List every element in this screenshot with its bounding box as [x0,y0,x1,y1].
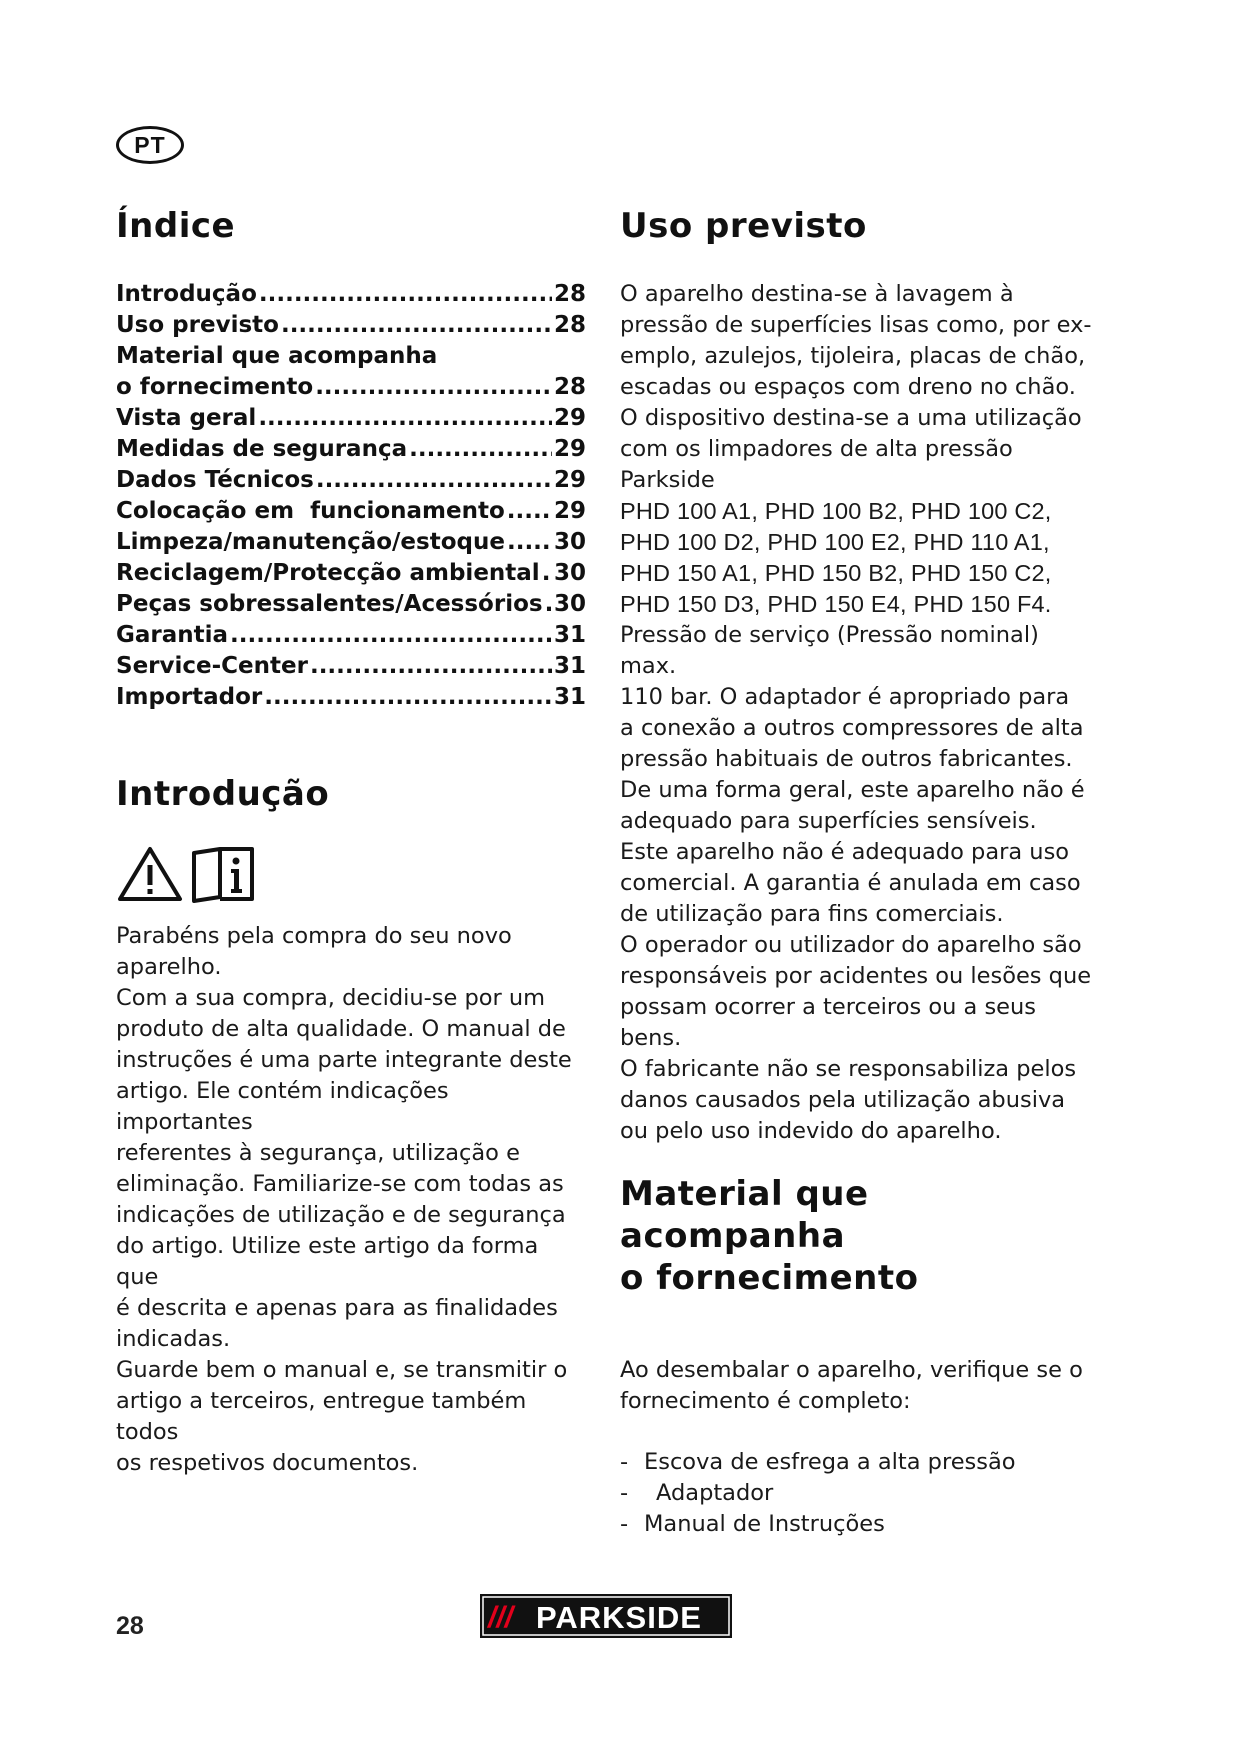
toc-item-page: 31 [553,684,586,710]
toc-item-title: Garantia [116,622,229,648]
toc-item[interactable] [116,527,586,558]
scope-title-line: o fornecimento [620,1258,919,1298]
list-item [620,1509,1100,1540]
intended-use-line: Este aparelho não é adequado para uso [620,839,1070,865]
list-item-text: Escova de esfrega a alta pressão [644,1449,1016,1475]
toc-leader [315,372,552,403]
toc-item-page: 31 [553,622,586,648]
toc-item[interactable] [116,651,586,682]
intro-text [116,921,586,1479]
intro-line: aparelho. [116,954,222,980]
scope-intro-line: Ao desembalar o aparelho, verifique se o [620,1357,1083,1383]
language-badge [116,126,184,164]
toc-item-title: Uso previsto [116,312,279,338]
toc-leader [507,527,552,558]
parkside-logo [480,1594,732,1638]
intended-use-line: escadas ou espaços com dreno no chão. [620,374,1076,400]
toc-item[interactable] [116,496,586,527]
intro-line: Com a sua compra, decidiu-se por um [116,985,546,1011]
logo-wordmark: PARKSIDE [536,1600,702,1635]
intro-line: artigo a terceiros, entregue também todos [116,1388,527,1445]
intended-use-line: Pressão de serviço (Pressão nominal) max. [620,622,1039,679]
toc-leader [259,279,552,310]
list-dash: - [620,1511,629,1537]
intro-line: indicações de utilização e de segurança [116,1202,566,1228]
toc-item[interactable] [116,465,586,496]
intended-use-line: Parkside [620,467,715,493]
intro-line: os respetivos documentos. [116,1450,419,1476]
warning-triangle-icon [116,845,184,903]
scope-title-line: Material que acompanha [620,1174,869,1256]
list-item-text: Adaptador [656,1480,774,1506]
toc-item-title: Medidas de segurança [116,436,408,462]
toc-item-page: 28 [553,374,586,400]
model-list-line: PHD 100 D2, PHD 100 E2, PHD 110 A1, [620,529,1050,555]
toc-item-page: 28 [553,312,586,338]
toc-item-page: 29 [553,498,586,524]
toc-leader [310,651,552,682]
intended-use-line: O operador ou utilizador do aparelho são [620,932,1082,958]
intended-use-line: com os limpadores de alta pressão [620,436,1013,462]
toc-item-title: Vista geral [116,405,257,431]
intended-use-line: pressão habituais de outros fabricantes. [620,746,1073,772]
intended-use-line: O dispositivo destina-se a uma utilização [620,405,1082,431]
list-item-text: Manual de Instruções [644,1511,885,1537]
toc-item-page: 31 [553,653,586,679]
intro-line: instruções é uma parte integrante deste [116,1047,572,1073]
intended-use-line: responsáveis por acidentes ou lesões que [620,963,1092,989]
toc-leader [264,682,552,713]
toc-item-title: Peças sobressalentes/Acessórios [116,591,543,617]
list-item [620,1447,1100,1478]
toc-leader [316,465,552,496]
intended-use-line: De uma forma geral, este aparelho não é [620,777,1085,803]
intended-use-line: comercial. A garantia é anulada em caso [620,870,1081,896]
toc-item-page: 29 [553,467,586,493]
toc-item[interactable] [116,558,586,589]
toc-item[interactable] [116,434,586,465]
intro-icons [116,845,586,903]
toc-item-page: 30 [553,529,586,555]
toc-item-page: 28 [553,281,586,307]
toc-item-title: Colocação em funcionamento [116,498,505,524]
toc-leader [542,558,552,589]
toc-item[interactable] [116,372,586,403]
intended-use-line: de utilização para fins comerciais. [620,901,1004,927]
intended-use-line: a conexão a outros compressores de alta [620,715,1084,741]
toc-item[interactable] [116,403,586,434]
read-manual-icon [190,845,256,903]
list-dash: - [620,1480,629,1506]
scope-intro-line: fornecimento é completo: [620,1388,911,1414]
toc-item-page: 30 [553,591,586,617]
scope-title [620,1173,1100,1299]
scope-list [620,1447,1100,1540]
toc-leader [281,310,552,341]
logo-stripes: /// [488,1601,514,1634]
intro-line: Parabéns pela compra do seu novo [116,923,512,949]
model-list-line: PHD 150 A1, PHD 150 B2, PHD 150 C2, [620,560,1052,586]
toc-item[interactable] [116,589,586,620]
toc-item[interactable] [116,682,586,713]
intended-use-line: ou pelo uso indevido do aparelho. [620,1118,1002,1144]
intended-use-line: O aparelho destina-se à lavagem à [620,281,1014,307]
intended-use-line: adequado para superfícies sensíveis. [620,808,1037,834]
intro-line: Guarde bem o manual e, se transmitir o [116,1357,568,1383]
model-list-line: PHD 100 A1, PHD 100 B2, PHD 100 C2, [620,498,1052,524]
scope-intro [620,1355,1100,1417]
toc-item-page: 29 [553,405,586,431]
toc-item[interactable] [116,310,586,341]
intro-line: artigo. Ele contém indicações importantes [116,1078,449,1135]
toc-item-title: Reciclagem/Protecção ambiental [116,560,540,586]
toc-leader [409,434,552,465]
table-of-contents [116,279,586,713]
toc-item-title-line1[interactable]: Material que acompanha [116,343,438,369]
toc-item-title: Introdução [116,281,257,307]
intro-line: é descrita e apenas para as finalidades [116,1295,558,1321]
intro-line: eliminação. Familiarize-se com todas as [116,1171,564,1197]
toc-leader [507,496,552,527]
toc-item-title: Importador [116,684,263,710]
toc-leader [230,620,552,651]
list-item [620,1478,1100,1509]
intro-title: Introdução [116,774,330,814]
intro-line: referentes à segurança, utilização e [116,1140,520,1166]
toc-title: Índice [116,206,236,246]
toc-item[interactable] [116,279,586,310]
intended-use-line: pressão de superfícies lisas como, por ex- [620,312,1092,338]
intended-use-line: danos causados pela utilização abusiva [620,1087,1066,1113]
model-list-line: PHD 150 D3, PHD 150 E4, PHD 150 F4. [620,591,1052,617]
right-column [620,205,1100,1540]
toc-item-title: o fornecimento [116,374,314,400]
toc-item-page: 29 [553,436,586,462]
toc-item-page: 30 [553,560,586,586]
left-column [116,205,586,1479]
page-number: 28 [116,1612,144,1640]
intro-line: produto de alta qualidade. O manual de [116,1016,566,1042]
intended-use-line: emplo, azulejos, tijoleira, placas de chão, [620,343,1086,369]
intro-line: indicadas. [116,1326,231,1352]
toc-item-title: Dados Técnicos [116,467,314,493]
language-code: PT [134,131,166,158]
toc-leader [258,403,552,434]
toc-item[interactable] [116,620,586,651]
intended-use-text [620,279,1100,1147]
intro-line: do artigo. Utilize este artigo da forma que [116,1233,539,1290]
intended-use-line: possam ocorrer a terceiros ou a seus bens. [620,994,1036,1051]
toc-leader [545,589,552,620]
intended-use-line: O fabricante não se responsabiliza pelos [620,1056,1077,1082]
toc-item-title: Service-Center [116,653,308,679]
intended-use-line: 110 bar. O adaptador é apropriado para [620,684,1070,710]
intended-use-title: Uso previsto [620,206,867,246]
list-dash: - [620,1449,629,1475]
toc-item-title: Limpeza/manutenção/estoque [116,529,505,555]
